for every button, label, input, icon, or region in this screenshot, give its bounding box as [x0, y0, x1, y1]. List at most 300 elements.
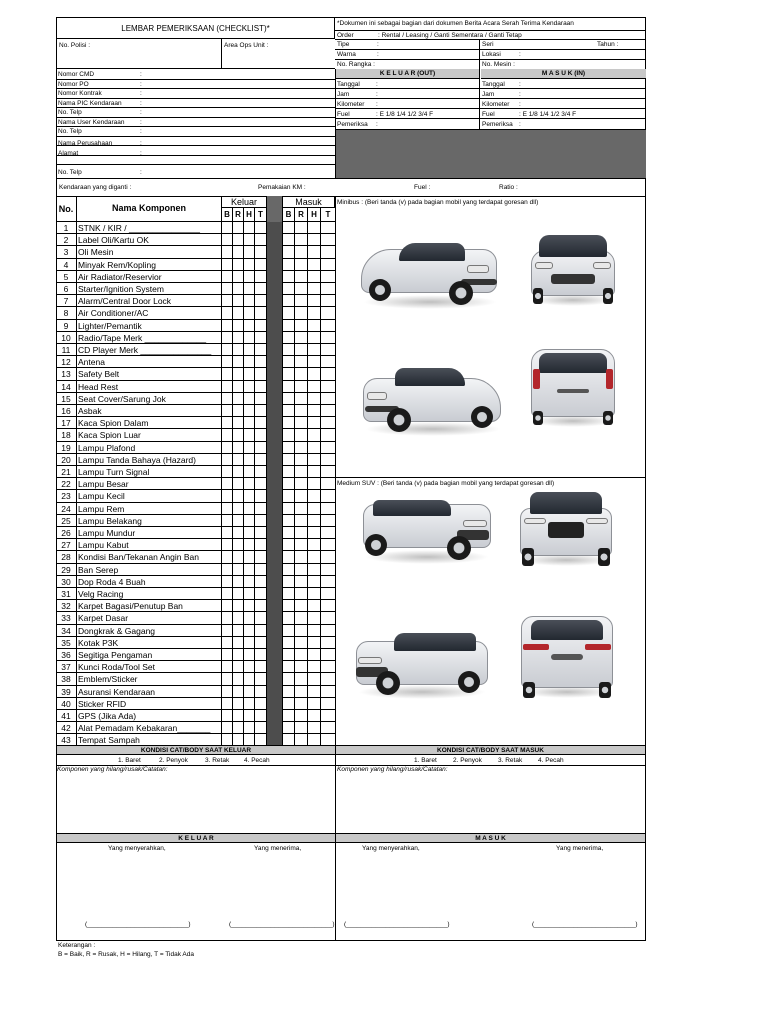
masuk-check-cell[interactable]: [295, 417, 308, 429]
keluar-check-cell[interactable]: [244, 271, 255, 283]
keluar-check-cell[interactable]: [255, 551, 267, 563]
keluar-check-cell[interactable]: [222, 722, 233, 734]
keluar-check-cell[interactable]: [255, 295, 267, 307]
masuk-check-cell[interactable]: [308, 564, 321, 576]
masuk-check-cell[interactable]: [321, 612, 335, 624]
signature-line[interactable]: (____________________________): [85, 921, 191, 928]
masuk-check-cell[interactable]: [295, 332, 308, 344]
masuk-check-cell[interactable]: [321, 332, 335, 344]
keluar-check-cell[interactable]: [233, 600, 244, 612]
keluar-check-cell[interactable]: [233, 332, 244, 344]
masuk-check-cell[interactable]: [295, 551, 308, 563]
masuk-check-cell[interactable]: [295, 381, 308, 393]
keluar-check-cell[interactable]: [244, 612, 255, 624]
masuk-check-cell[interactable]: [282, 698, 295, 710]
keluar-check-cell[interactable]: [244, 527, 255, 539]
keluar-check-cell[interactable]: [222, 368, 233, 380]
keluar-check-cell[interactable]: [233, 503, 244, 515]
masuk-check-cell[interactable]: [282, 344, 295, 356]
masuk-check-cell[interactable]: [308, 490, 321, 502]
keluar-check-cell[interactable]: [222, 381, 233, 393]
masuk-check-cell[interactable]: [295, 283, 308, 295]
keluar-check-cell[interactable]: [255, 320, 267, 332]
masuk-check-cell[interactable]: [321, 588, 335, 600]
keluar-check-cell[interactable]: [244, 246, 255, 258]
keluar-check-cell[interactable]: [233, 710, 244, 722]
masuk-check-cell[interactable]: [295, 515, 308, 527]
masuk-check-cell[interactable]: [282, 246, 295, 258]
keluar-check-cell[interactable]: [233, 344, 244, 356]
masuk-check-cell[interactable]: [308, 673, 321, 685]
masuk-check-cell[interactable]: [308, 332, 321, 344]
masuk-check-cell[interactable]: [282, 527, 295, 539]
masuk-check-cell[interactable]: [282, 600, 295, 612]
masuk-check-cell[interactable]: [295, 246, 308, 258]
masuk-check-cell[interactable]: [295, 661, 308, 673]
masuk-check-cell[interactable]: [308, 551, 321, 563]
masuk-check-cell[interactable]: [295, 259, 308, 271]
masuk-check-cell[interactable]: [321, 405, 335, 417]
keluar-check-cell[interactable]: [222, 442, 233, 454]
keluar-check-cell[interactable]: [244, 381, 255, 393]
keluar-check-cell[interactable]: [255, 686, 267, 698]
keluar-check-cell[interactable]: [233, 417, 244, 429]
keluar-check-cell[interactable]: [244, 222, 255, 234]
keluar-check-cell[interactable]: [222, 417, 233, 429]
keluar-check-cell[interactable]: [222, 320, 233, 332]
keluar-check-cell[interactable]: [255, 454, 267, 466]
masuk-check-cell[interactable]: [295, 649, 308, 661]
keluar-check-cell[interactable]: [244, 661, 255, 673]
masuk-check-cell[interactable]: [321, 722, 335, 734]
keluar-check-cell[interactable]: [222, 551, 233, 563]
keluar-check-cell[interactable]: [233, 466, 244, 478]
keluar-check-cell[interactable]: [222, 600, 233, 612]
masuk-check-cell[interactable]: [308, 698, 321, 710]
keluar-check-cell[interactable]: [222, 588, 233, 600]
keluar-check-cell[interactable]: [233, 576, 244, 588]
masuk-check-cell[interactable]: [295, 503, 308, 515]
keluar-check-cell[interactable]: [255, 503, 267, 515]
masuk-check-cell[interactable]: [321, 344, 335, 356]
keluar-check-cell[interactable]: [244, 515, 255, 527]
masuk-check-cell[interactable]: [321, 490, 335, 502]
masuk-check-cell[interactable]: [321, 710, 335, 722]
masuk-check-cell[interactable]: [308, 637, 321, 649]
masuk-check-cell[interactable]: [295, 686, 308, 698]
keluar-check-cell[interactable]: [222, 393, 233, 405]
keluar-check-cell[interactable]: [233, 588, 244, 600]
keluar-check-cell[interactable]: [233, 246, 244, 258]
keluar-check-cell[interactable]: [222, 625, 233, 637]
masuk-check-cell[interactable]: [321, 295, 335, 307]
keluar-check-cell[interactable]: [233, 612, 244, 624]
masuk-check-cell[interactable]: [308, 393, 321, 405]
masuk-check-cell[interactable]: [321, 283, 335, 295]
keluar-check-cell[interactable]: [222, 466, 233, 478]
keluar-check-cell[interactable]: [244, 307, 255, 319]
masuk-check-cell[interactable]: [308, 527, 321, 539]
masuk-check-cell[interactable]: [308, 234, 321, 246]
keluar-check-cell[interactable]: [255, 600, 267, 612]
masuk-check-cell[interactable]: [295, 393, 308, 405]
masuk-check-cell[interactable]: [321, 673, 335, 685]
keluar-check-cell[interactable]: [255, 259, 267, 271]
keluar-check-cell[interactable]: [244, 234, 255, 246]
keluar-check-cell[interactable]: [255, 283, 267, 295]
keluar-check-cell[interactable]: [233, 259, 244, 271]
masuk-check-cell[interactable]: [321, 271, 335, 283]
keluar-check-cell[interactable]: [244, 686, 255, 698]
masuk-check-cell[interactable]: [321, 649, 335, 661]
keluar-check-cell[interactable]: [222, 234, 233, 246]
masuk-check-cell[interactable]: [321, 503, 335, 515]
masuk-check-cell[interactable]: [321, 551, 335, 563]
masuk-check-cell[interactable]: [321, 222, 335, 234]
keluar-check-cell[interactable]: [222, 283, 233, 295]
masuk-check-cell[interactable]: [282, 490, 295, 502]
keluar-check-cell[interactable]: [222, 673, 233, 685]
masuk-check-cell[interactable]: [308, 722, 321, 734]
masuk-check-cell[interactable]: [321, 564, 335, 576]
keluar-check-cell[interactable]: [233, 295, 244, 307]
masuk-check-cell[interactable]: [308, 356, 321, 368]
keluar-check-cell[interactable]: [244, 466, 255, 478]
masuk-check-cell[interactable]: [282, 454, 295, 466]
masuk-check-cell[interactable]: [282, 625, 295, 637]
masuk-check-cell[interactable]: [321, 698, 335, 710]
keluar-check-cell[interactable]: [255, 564, 267, 576]
masuk-check-cell[interactable]: [308, 588, 321, 600]
keluar-check-cell[interactable]: [222, 564, 233, 576]
masuk-check-cell[interactable]: [308, 368, 321, 380]
keluar-check-cell[interactable]: [222, 698, 233, 710]
masuk-check-cell[interactable]: [308, 503, 321, 515]
keluar-check-cell[interactable]: [255, 612, 267, 624]
keluar-check-cell[interactable]: [244, 344, 255, 356]
masuk-check-cell[interactable]: [295, 442, 308, 454]
masuk-check-cell[interactable]: [308, 429, 321, 441]
keluar-check-cell[interactable]: [233, 539, 244, 551]
masuk-check-cell[interactable]: [321, 576, 335, 588]
masuk-check-cell[interactable]: [308, 539, 321, 551]
keluar-check-cell[interactable]: [244, 637, 255, 649]
masuk-check-cell[interactable]: [282, 295, 295, 307]
masuk-check-cell[interactable]: [295, 429, 308, 441]
masuk-check-cell[interactable]: [282, 417, 295, 429]
masuk-check-cell[interactable]: [295, 356, 308, 368]
masuk-check-cell[interactable]: [295, 527, 308, 539]
keluar-check-cell[interactable]: [233, 356, 244, 368]
masuk-check-cell[interactable]: [282, 234, 295, 246]
keluar-check-cell[interactable]: [244, 710, 255, 722]
masuk-check-cell[interactable]: [282, 564, 295, 576]
masuk-check-cell[interactable]: [321, 442, 335, 454]
keluar-check-cell[interactable]: [244, 417, 255, 429]
keluar-check-cell[interactable]: [233, 454, 244, 466]
masuk-check-cell[interactable]: [282, 649, 295, 661]
keluar-check-cell[interactable]: [233, 429, 244, 441]
keluar-check-cell[interactable]: [233, 320, 244, 332]
masuk-check-cell[interactable]: [282, 259, 295, 271]
keluar-check-cell[interactable]: [233, 283, 244, 295]
keluar-check-cell[interactable]: [255, 417, 267, 429]
masuk-check-cell[interactable]: [308, 686, 321, 698]
masuk-check-cell[interactable]: [321, 381, 335, 393]
keluar-check-cell[interactable]: [244, 393, 255, 405]
keluar-check-cell[interactable]: [244, 259, 255, 271]
masuk-check-cell[interactable]: [282, 612, 295, 624]
masuk-check-cell[interactable]: [295, 405, 308, 417]
keluar-check-cell[interactable]: [244, 454, 255, 466]
keluar-check-cell[interactable]: [222, 637, 233, 649]
masuk-check-cell[interactable]: [295, 490, 308, 502]
keluar-check-cell[interactable]: [255, 637, 267, 649]
masuk-check-cell[interactable]: [282, 722, 295, 734]
masuk-check-cell[interactable]: [282, 478, 295, 490]
keluar-check-cell[interactable]: [233, 649, 244, 661]
keluar-check-cell[interactable]: [233, 271, 244, 283]
keluar-check-cell[interactable]: [222, 710, 233, 722]
masuk-check-cell[interactable]: [308, 295, 321, 307]
keluar-check-cell[interactable]: [255, 539, 267, 551]
keluar-check-cell[interactable]: [255, 515, 267, 527]
keluar-check-cell[interactable]: [233, 393, 244, 405]
masuk-check-cell[interactable]: [308, 405, 321, 417]
keluar-check-cell[interactable]: [233, 405, 244, 417]
masuk-check-cell[interactable]: [308, 649, 321, 661]
keluar-check-cell[interactable]: [255, 661, 267, 673]
keluar-check-cell[interactable]: [222, 429, 233, 441]
keluar-check-cell[interactable]: [222, 405, 233, 417]
masuk-check-cell[interactable]: [321, 466, 335, 478]
keluar-check-cell[interactable]: [255, 490, 267, 502]
keluar-check-cell[interactable]: [255, 332, 267, 344]
keluar-check-cell[interactable]: [233, 490, 244, 502]
keluar-check-cell[interactable]: [233, 698, 244, 710]
keluar-check-cell[interactable]: [255, 442, 267, 454]
keluar-check-cell[interactable]: [255, 698, 267, 710]
keluar-check-cell[interactable]: [233, 551, 244, 563]
keluar-check-cell[interactable]: [255, 393, 267, 405]
keluar-check-cell[interactable]: [255, 527, 267, 539]
keluar-check-cell[interactable]: [244, 429, 255, 441]
keluar-check-cell[interactable]: [255, 673, 267, 685]
keluar-check-cell[interactable]: [244, 600, 255, 612]
signature-line[interactable]: (____________________________): [532, 921, 638, 928]
masuk-check-cell[interactable]: [282, 661, 295, 673]
keluar-check-cell[interactable]: [244, 576, 255, 588]
keluar-check-cell[interactable]: [222, 576, 233, 588]
keluar-check-cell[interactable]: [222, 271, 233, 283]
keluar-check-cell[interactable]: [244, 564, 255, 576]
masuk-check-cell[interactable]: [321, 478, 335, 490]
masuk-check-cell[interactable]: [295, 637, 308, 649]
keluar-check-cell[interactable]: [244, 490, 255, 502]
keluar-check-cell[interactable]: [255, 649, 267, 661]
masuk-check-cell[interactable]: [308, 466, 321, 478]
masuk-check-cell[interactable]: [295, 222, 308, 234]
keluar-check-cell[interactable]: [233, 234, 244, 246]
masuk-check-cell[interactable]: [308, 381, 321, 393]
keluar-check-cell[interactable]: [244, 698, 255, 710]
keluar-check-cell[interactable]: [255, 307, 267, 319]
masuk-check-cell[interactable]: [321, 417, 335, 429]
keluar-check-cell[interactable]: [255, 368, 267, 380]
keluar-check-cell[interactable]: [233, 381, 244, 393]
keluar-check-cell[interactable]: [222, 295, 233, 307]
masuk-check-cell[interactable]: [321, 429, 335, 441]
masuk-check-cell[interactable]: [321, 515, 335, 527]
keluar-check-cell[interactable]: [222, 222, 233, 234]
masuk-check-cell[interactable]: [308, 307, 321, 319]
masuk-check-cell[interactable]: [295, 600, 308, 612]
keluar-check-cell[interactable]: [222, 612, 233, 624]
keluar-check-cell[interactable]: [244, 551, 255, 563]
masuk-check-cell[interactable]: [282, 551, 295, 563]
keluar-check-cell[interactable]: [233, 673, 244, 685]
masuk-check-cell[interactable]: [282, 503, 295, 515]
masuk-check-cell[interactable]: [308, 442, 321, 454]
keluar-check-cell[interactable]: [255, 625, 267, 637]
masuk-check-cell[interactable]: [321, 356, 335, 368]
masuk-check-cell[interactable]: [295, 454, 308, 466]
keluar-check-cell[interactable]: [222, 454, 233, 466]
masuk-check-cell[interactable]: [295, 320, 308, 332]
masuk-check-cell[interactable]: [308, 417, 321, 429]
keluar-check-cell[interactable]: [255, 466, 267, 478]
keluar-check-cell[interactable]: [244, 442, 255, 454]
keluar-check-cell[interactable]: [233, 722, 244, 734]
masuk-check-cell[interactable]: [282, 515, 295, 527]
masuk-check-cell[interactable]: [321, 625, 335, 637]
keluar-check-cell[interactable]: [255, 576, 267, 588]
masuk-check-cell[interactable]: [282, 442, 295, 454]
masuk-check-cell[interactable]: [321, 686, 335, 698]
masuk-check-cell[interactable]: [308, 710, 321, 722]
masuk-check-cell[interactable]: [282, 539, 295, 551]
keluar-check-cell[interactable]: [233, 307, 244, 319]
masuk-check-cell[interactable]: [282, 332, 295, 344]
masuk-check-cell[interactable]: [308, 515, 321, 527]
keluar-check-cell[interactable]: [255, 246, 267, 258]
masuk-check-cell[interactable]: [295, 722, 308, 734]
masuk-check-cell[interactable]: [295, 234, 308, 246]
keluar-check-cell[interactable]: [255, 588, 267, 600]
masuk-check-cell[interactable]: [282, 637, 295, 649]
masuk-check-cell[interactable]: [295, 368, 308, 380]
masuk-check-cell[interactable]: [282, 576, 295, 588]
masuk-check-cell[interactable]: [282, 307, 295, 319]
keluar-check-cell[interactable]: [244, 539, 255, 551]
masuk-check-cell[interactable]: [282, 673, 295, 685]
masuk-check-cell[interactable]: [321, 234, 335, 246]
keluar-check-cell[interactable]: [222, 527, 233, 539]
keluar-check-cell[interactable]: [244, 368, 255, 380]
masuk-check-cell[interactable]: [282, 429, 295, 441]
masuk-check-cell[interactable]: [282, 393, 295, 405]
masuk-check-cell[interactable]: [295, 564, 308, 576]
masuk-check-cell[interactable]: [282, 381, 295, 393]
keluar-check-cell[interactable]: [255, 405, 267, 417]
keluar-check-cell[interactable]: [233, 368, 244, 380]
masuk-check-cell[interactable]: [321, 393, 335, 405]
masuk-check-cell[interactable]: [295, 698, 308, 710]
masuk-check-cell[interactable]: [308, 271, 321, 283]
keluar-check-cell[interactable]: [244, 588, 255, 600]
keluar-check-cell[interactable]: [222, 686, 233, 698]
masuk-check-cell[interactable]: [282, 271, 295, 283]
keluar-check-cell[interactable]: [255, 356, 267, 368]
masuk-check-cell[interactable]: [308, 600, 321, 612]
signature-line[interactable]: (____________________________): [344, 921, 450, 928]
masuk-check-cell[interactable]: [295, 271, 308, 283]
masuk-check-cell[interactable]: [321, 246, 335, 258]
masuk-check-cell[interactable]: [321, 600, 335, 612]
keluar-check-cell[interactable]: [244, 320, 255, 332]
keluar-check-cell[interactable]: [244, 295, 255, 307]
keluar-check-cell[interactable]: [222, 246, 233, 258]
masuk-check-cell[interactable]: [308, 576, 321, 588]
keluar-check-cell[interactable]: [244, 625, 255, 637]
masuk-check-cell[interactable]: [282, 405, 295, 417]
masuk-check-cell[interactable]: [321, 637, 335, 649]
keluar-check-cell[interactable]: [244, 332, 255, 344]
keluar-check-cell[interactable]: [255, 344, 267, 356]
keluar-check-cell[interactable]: [222, 259, 233, 271]
masuk-check-cell[interactable]: [295, 625, 308, 637]
keluar-check-cell[interactable]: [233, 222, 244, 234]
keluar-check-cell[interactable]: [244, 356, 255, 368]
signature-line[interactable]: (____________________________): [229, 921, 335, 928]
masuk-check-cell[interactable]: [295, 612, 308, 624]
masuk-check-cell[interactable]: [321, 539, 335, 551]
keluar-check-cell[interactable]: [255, 710, 267, 722]
masuk-check-cell[interactable]: [282, 588, 295, 600]
masuk-check-cell[interactable]: [308, 661, 321, 673]
keluar-check-cell[interactable]: [233, 442, 244, 454]
keluar-check-cell[interactable]: [244, 283, 255, 295]
masuk-check-cell[interactable]: [308, 344, 321, 356]
keluar-check-cell[interactable]: [222, 539, 233, 551]
masuk-check-cell[interactable]: [308, 320, 321, 332]
masuk-check-cell[interactable]: [282, 368, 295, 380]
masuk-check-cell[interactable]: [282, 283, 295, 295]
masuk-check-cell[interactable]: [295, 295, 308, 307]
keluar-check-cell[interactable]: [255, 429, 267, 441]
keluar-check-cell[interactable]: [244, 673, 255, 685]
masuk-check-cell[interactable]: [321, 307, 335, 319]
masuk-check-cell[interactable]: [282, 686, 295, 698]
masuk-check-cell[interactable]: [295, 710, 308, 722]
keluar-check-cell[interactable]: [222, 332, 233, 344]
masuk-check-cell[interactable]: [308, 283, 321, 295]
keluar-check-cell[interactable]: [233, 686, 244, 698]
masuk-check-cell[interactable]: [282, 222, 295, 234]
keluar-check-cell[interactable]: [222, 649, 233, 661]
keluar-check-cell[interactable]: [222, 661, 233, 673]
masuk-check-cell[interactable]: [321, 527, 335, 539]
keluar-check-cell[interactable]: [222, 356, 233, 368]
keluar-check-cell[interactable]: [255, 234, 267, 246]
keluar-check-cell[interactable]: [255, 271, 267, 283]
keluar-check-cell[interactable]: [233, 637, 244, 649]
masuk-check-cell[interactable]: [308, 478, 321, 490]
keluar-check-cell[interactable]: [233, 564, 244, 576]
keluar-check-cell[interactable]: [222, 344, 233, 356]
keluar-check-cell[interactable]: [233, 661, 244, 673]
keluar-check-cell[interactable]: [255, 722, 267, 734]
